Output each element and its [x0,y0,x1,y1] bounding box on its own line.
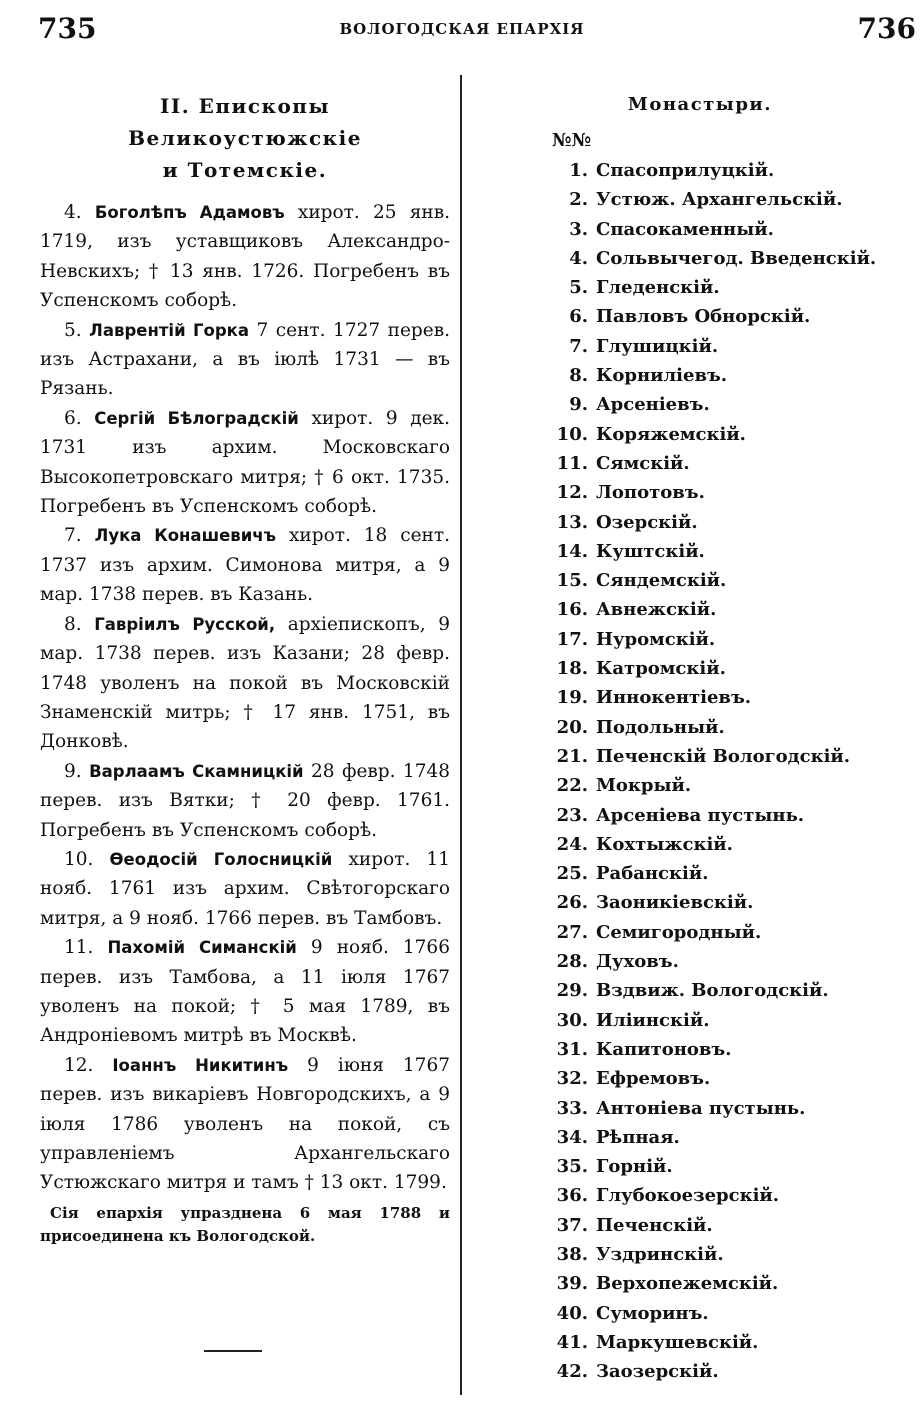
monastery-name: Устюж. Архангельскій. [596,189,843,211]
monastery-item [544,629,914,658]
monastery-name: Куштскій. [596,540,705,562]
monastery-item [544,1098,914,1127]
monastery-item [544,1303,914,1332]
section-title-line-2: и Тотемскіе. [162,158,328,182]
bishop-entry-number: 11. [64,937,94,959]
monastery-item [544,599,914,628]
monastery-number: 39. [556,1273,588,1295]
monastery-number: 36. [556,1185,588,1207]
bishop-entry-number: 9. [64,760,82,782]
bishop-entry-number: 7. [64,525,82,547]
monastery-name: Верхопежемскій. [596,1273,779,1295]
monastery-number: 40. [556,1302,588,1324]
monastery-name: Гледенскій. [596,277,720,299]
monastery-number: 9. [569,394,588,416]
monastery-name: Уздринскій. [596,1243,724,1265]
bishop-entry-text: архіепископъ, 9 мар. 1738 перев. изъ Казани; 28 февр. 1748 уволенъ на покой въ Московскій Знаменскій митрь; † 17 янв. 1751, въ Донковѣ. [40,613,450,753]
monastery-number: 27. [556,921,588,943]
bishop-entry-text: хирот. 18 сент. 1737 изъ архим. Симонова митря, а 9 мар. 1738 перев. въ Казань. [40,525,451,606]
bishop-entry [40,404,450,522]
monastery-number: 5. [569,277,588,299]
monastery-number: 10. [556,423,588,445]
bishop-name: Пахомій Симанскій [107,938,297,958]
bishop-entry-text: хирот. 25 янв. 1719, изъ уставщиковъ Александро-Невскихъ; † 13 янв. 1726. Погребенъ въ Успенскомъ соборѣ. [40,202,450,312]
bishop-entry [40,757,450,845]
monastery-name: Вздвиж. Вологодскій. [596,980,829,1002]
end-rule [204,1350,262,1352]
bishop-entry [40,610,450,757]
monastery-number: 12. [556,482,588,504]
monastery-item [544,1215,914,1244]
bishop-entry [40,933,450,1051]
monastery-item [544,1068,914,1097]
monastery-item [544,248,914,277]
monastery-name: Иліинскій. [596,1009,710,1031]
page-number-right: 736 [857,12,916,45]
section-title [40,90,450,186]
monastery-item [544,980,914,1009]
bishop-entry-text: 9 нояб. 1766 перев. изъ Тамбова, а 11 іюля 1767 уволенъ на покой; † 5 мая 1789, въ Андроніевомъ митрѣ въ Москвѣ. [40,937,450,1047]
monastery-name: Глушицкій. [596,335,719,357]
monastery-item [544,1156,914,1185]
bishop-name: Лаврентій Горка [89,320,249,340]
diocese-note: Сія епархія упразднена 6 мая 1788 и присоединена къ Вологодской. [40,1203,450,1245]
bishop-entry-number: 10. [64,848,94,870]
bishop-name: Лука Конашевичъ [94,526,277,546]
monastery-number: 16. [556,599,588,621]
monastery-item [544,717,914,746]
monastery-item [544,1185,914,1214]
bishops-column [40,90,450,1248]
monastery-item [544,1039,914,1068]
monastery-name: Заозерскій. [596,1361,719,1383]
monastery-number: 20. [556,716,588,738]
monastery-name: Мокрый. [596,775,692,797]
monastery-item [544,424,914,453]
bishop-entry [40,316,450,404]
monastery-number: 8. [569,365,588,387]
monastery-name: Печенскій Вологодскій. [596,745,851,767]
monastery-item [544,775,914,804]
monastery-name: Арсеніевъ. [596,394,710,416]
monastery-number: 32. [556,1068,588,1090]
monastery-item [544,1332,914,1361]
monastery-item [544,453,914,482]
monastery-item [544,336,914,365]
monastery-item [544,687,914,716]
section-title-line-1: II. Епископы Великоустюжскіе [128,94,362,150]
monastery-number: 3. [569,218,588,240]
monastery-name: Печенскій. [596,1214,713,1236]
monastery-number: 34. [556,1126,588,1148]
monastery-item [544,746,914,775]
bishop-name: Іоаннъ Никитинъ [112,1055,289,1075]
monastery-name: Суморинъ. [596,1302,709,1324]
monastery-number: 17. [556,628,588,650]
bishop-name: Ѳеодосій Голосницкій [109,849,333,869]
monastery-item [544,1244,914,1273]
monastery-number: 19. [556,687,588,709]
monastery-name: Сольвычегод. Введенскій. [596,247,877,269]
monastery-number: 7. [569,335,588,357]
monastery-item [544,219,914,248]
monastery-item [544,922,914,951]
monastery-item [544,1361,914,1390]
monastery-number: 15. [556,570,588,592]
monastery-number: 6. [569,306,588,328]
monastery-name: Нуромскій. [596,628,716,650]
bishop-entry-number: 8. [64,613,82,635]
bishop-entry [40,1051,450,1198]
monastery-item [544,394,914,423]
running-title: ВОЛОГОДСКАЯ ЕПАРХІЯ [339,20,585,38]
bishop-name: Варлаамъ Скамницкій [89,761,304,781]
monastery-item [544,277,914,306]
monastery-number: 22. [556,775,588,797]
monastery-item [544,1273,914,1302]
page-number-left: 735 [38,12,97,45]
monastery-name: Лопотовъ. [596,482,705,504]
monastery-item [544,306,914,335]
bishop-entry-text: 28 февр. 1748 перев. изъ Вятки; † 20 февр. 1761. Погребенъ въ Успенскомъ соборѣ. [40,760,451,841]
monastery-number: 37. [556,1214,588,1236]
monastery-name: Корниліевъ. [596,365,728,387]
monastery-number: 31. [556,1038,588,1060]
monastery-name: Рабанскій. [596,863,709,885]
monastery-name: Сямскій. [596,452,690,474]
bishop-entry-text: 9 іюня 1767 перев. изъ викаріевъ Новгородскихъ, а 9 іюля 1786 уволенъ на покой, съ управленіемъ Архангельскаго Устюжскаго митря и тамъ † 13 окт. 1799. [40,1054,450,1194]
monastery-name: Авнежскій. [596,599,717,621]
monastery-number: 33. [556,1097,588,1119]
monastery-name: Маркушевскій. [596,1331,759,1353]
bishop-entry [40,521,450,609]
bishop-entry-text: 7 сент. 1727 перев. изъ Астрахани, а въ іюлѣ 1731 — въ Рязань. [40,319,450,400]
monastery-number: 23. [556,804,588,826]
monastery-number: 11. [556,452,588,474]
monastery-name: Коряжемскій. [596,423,746,445]
monastery-number: 2. [569,189,588,211]
monastery-name: Спасокаменный. [596,218,774,240]
monastery-name: Духовъ. [596,951,679,973]
monastery-item [544,951,914,980]
monastery-item [544,189,914,218]
monastery-name: Заоникіевскій. [596,892,754,914]
monastery-name: Кохтыжскій. [596,833,733,855]
monastery-name: Антоніева пустынь. [596,1097,806,1119]
monastery-number: 21. [556,745,588,767]
monastery-number: 24. [556,833,588,855]
monastery-number: 30. [556,1009,588,1031]
monastery-number: 1. [569,160,588,181]
bishop-name: Боголѣпъ Адамовъ [94,203,285,222]
monastery-item [544,365,914,394]
monastery-name: Подольный. [596,716,725,738]
number-sign: №№ [552,130,592,151]
bishop-entry-text: хирот. 11 нояб. 1761 изъ архим. Свѣтогорскаго митря, а 9 нояб. 1766 перев. въ Тамбовъ. [40,848,450,929]
monastery-item [544,1127,914,1156]
monastery-name: Глубокоезерскій. [596,1185,780,1207]
monastery-number: 4. [569,247,588,269]
monastery-item [544,541,914,570]
bishop-name: Гавріилъ Русской, [94,614,276,634]
monastery-name: Павловъ Обнорскій. [596,306,811,328]
monastery-name: Озерскій. [596,511,698,533]
bishop-entry-number: 4. [64,202,82,223]
bishop-entry-number: 5. [64,319,82,341]
monastery-number: 35. [556,1156,588,1178]
column-divider [460,75,462,1395]
monastery-number: 14. [556,540,588,562]
bishop-entry-number: 6. [64,407,82,429]
monasteries-heading: Монастыри. [627,94,773,115]
bishop-entry [40,198,450,316]
monastery-item [544,482,914,511]
monastery-item [544,570,914,599]
bishop-entry-text: хирот. 9 дек. 1731 изъ архим. Московскаго Высокопетровскаго митря; † 6 окт. 1735. Погребенъ въ Успенскомъ соборѣ. [40,407,450,518]
monastery-item [544,834,914,863]
monastery-name: Спасоприлуцкій. [596,160,775,181]
monastery-number: 26. [556,892,588,914]
monastery-list [544,160,914,1390]
monastery-name: Сяндемскій. [596,570,727,592]
monastery-number: 38. [556,1243,588,1265]
monastery-number: 42. [556,1361,588,1383]
monastery-name: Капитоновъ. [596,1038,732,1060]
monastery-item [544,1010,914,1039]
bishop-entries [40,198,450,1198]
monastery-name: Семигородный. [596,921,762,943]
monastery-name: Иннокентіевъ. [596,687,752,709]
monastery-number: 25. [556,863,588,885]
monastery-number: 13. [556,511,588,533]
monastery-item [544,863,914,892]
monastery-item [544,892,914,921]
bishop-entry-number: 12. [64,1054,94,1076]
monastery-number: 18. [556,658,588,680]
monastery-number: 29. [556,980,588,1002]
monastery-item [544,160,914,189]
monastery-item [544,658,914,687]
monastery-name: Ефремовъ. [596,1068,711,1090]
monastery-item [544,512,914,541]
monastery-name: Катромскій. [596,658,726,680]
monastery-number: 41. [556,1331,588,1353]
monastery-name: Горній. [596,1156,673,1178]
bishop-name: Сергій Бѣлоградскій [94,408,299,428]
monastery-name: Арсеніева пустынь. [596,804,805,826]
bishop-entry [40,845,450,933]
monastery-name: Рѣпная. [596,1126,680,1148]
monastery-item [544,805,914,834]
monastery-number: 28. [556,951,588,973]
